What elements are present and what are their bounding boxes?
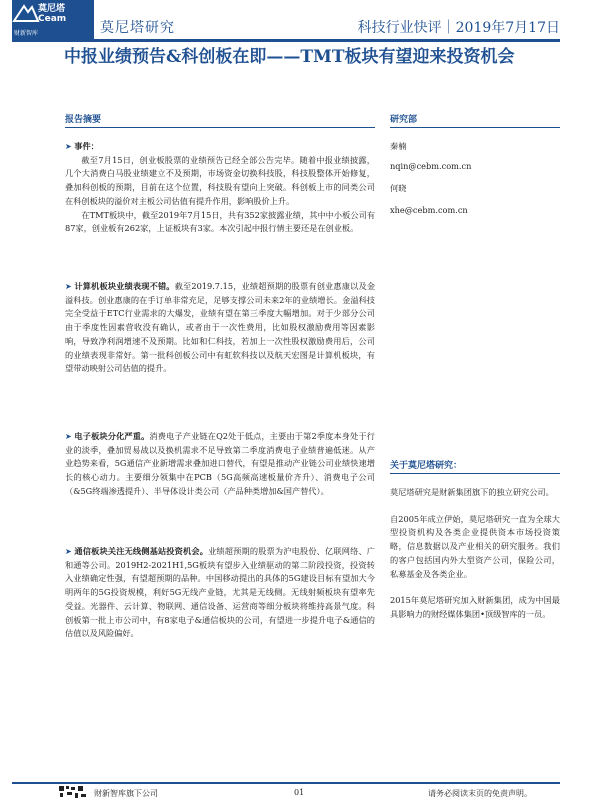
ceam-logo-icon [12,3,40,25]
research-dept-heading: 研究部 [390,115,418,125]
summary-heading-line [65,127,375,128]
point-electronics [65,430,375,499]
point-text: 截至2019.7.15，业绩超预期的股票有创业惠康以及金溢科技。创业惠康的在手订单非常充足，足够支撑公司未来2年的业绩增长。金溢科技完全受益于ETC行业需求的大爆发，业绩有望在第三季度大幅增加。对于少部分公司由于季度性因素营收没有确认，或者由于一次性费用，比如股权激励费用等因素影响，导致净利润增速不及预期。比如和仁科技，若加上一次性股权激励费用后，公司的业绩表现非常好。第一批科创板公司中有虹软科技以及航天宏图是计算机板块，有望带动映射公司估值的提升。 [65,281,376,374]
event-paragraph-2: 在TMT板块中，截至2019年7月15日，共有352家披露业绩，其中中小板公司有87家，创业板有262家，上证板块有3家。本次引起中报行情主要还是在创业板。 [65,209,375,234]
org-name: 莫尼塔研究 [100,20,175,36]
analyst-email[interactable]: nqin@cebm.com.cn [390,161,472,171]
about-section [390,486,560,635]
event-paragraph-1: 截至7月15日，创业板股票的业绩预告已经全部公告完毕。随着中报业绩披露，几个大消费白马股业绩建立不及预期，市场资金切换科技股，科技股整体开始修复，叠加科创板的预期，目前在这个位置，科技股有望向上突破。科创板上市的同类公司在科创板块的溢价对主板公司估值有提升作用，影响股价上升。 [65,154,375,206]
footer-divider [12,782,560,784]
footer-left-text: 财新智库旗下公司 [94,789,158,798]
analyst-email[interactable]: xhe@cebm.com.cn [390,205,468,215]
analyst-name: 何晓 [390,183,407,193]
bullet-triangle-icon: ➤ [65,282,75,291]
point-lead: 电子板块分化严重。 [74,431,150,441]
about-paragraph: 2015年莫尼塔研究加入财新集团，成为中国最具影响力的财经媒体集团•顶级智库的一员。 [390,595,560,619]
page-number: 01 [294,788,305,797]
about-paragraph: 自2005年成立伊始，莫尼塔研究一直为全球大型投资机构及各类企业提供资本市场投资策略，信息数据以及产业相关的研究服务。我们的客户包括国内外大型资产公司，保险公司，私募基金及各类企业。 [390,513,560,579]
about-heading: 关于莫尼塔研究： [390,461,463,471]
bullet-triangle-icon: ➤ [65,432,75,441]
point-text: 业绩超预期的股票为沪电股份、亿联网络、广和通等公司。2019H2-2021H1,5G板块有望步入业绩驱动的第二阶段投资，投资转入业绩确定性强，有望超预期的品种。中国移动提出的具体的5G建设目标有望加大今明两年的5G投资规模，利好5G无线产业链，尤其是无线侧。无线射频板块有望率先受益。光器件、云计算、物联网、通信设备、运营商等细分板块将维持高景气度。科创板第一批上市公司中，有8家电子&通信板块的公司，有望进一步提升电子&通信的估值以及风险偏好。 [65,546,375,639]
bullet-triangle-icon: ➤ [65,142,75,151]
summary-heading: 报告摘要 [65,115,102,125]
point-lead: 计算机板块业绩表现不错。 [74,281,175,291]
footer-disclaimer: 请务必阅读末页的免责声明。 [428,789,532,798]
research-dept-line [390,127,560,128]
bullet-triangle-icon: ➤ [65,547,75,556]
report-type-date: 科技行业快评｜2019年7月17日 [357,20,560,36]
analyst-name: 秦楠 [390,141,407,151]
event-label: 事件： [74,141,99,151]
point-lead: 通信板块关注无线侧基站投资机会。 [74,546,209,556]
point-text: 消费电子产业链在Q2处于低点，主要由于第2季度本身处于行业的淡季，叠加贸易战以及换机需求不足导致第二季度消费电子业绩普遍低迷。从产业趋势来看，5G通信产业新增需求叠加进口替代，有望是推动产业链公司业绩快速增长的核心动力。主要细分领集中在PCB（5G高频高速板量价齐升）、消费电子公司（&5G终端渗透提升）、半导体设计类公司（产品种类增加&国产替代）。 [65,431,375,496]
qr-code-icon [58,785,88,799]
about-paragraph: 莫尼塔研究是财新集团旗下的独立研究公司。 [390,487,554,497]
point-telecom [65,545,375,641]
page-title: 中报业绩预告&科创板在即——TMT板块有望迎来投资机会 [64,47,515,67]
point-computer [65,280,375,376]
about-heading-line [390,473,560,474]
logo-subtitle: 财新智库 [14,30,39,37]
logo-text: 莫尼塔 Ceam [38,4,67,24]
event-section [65,140,375,236]
